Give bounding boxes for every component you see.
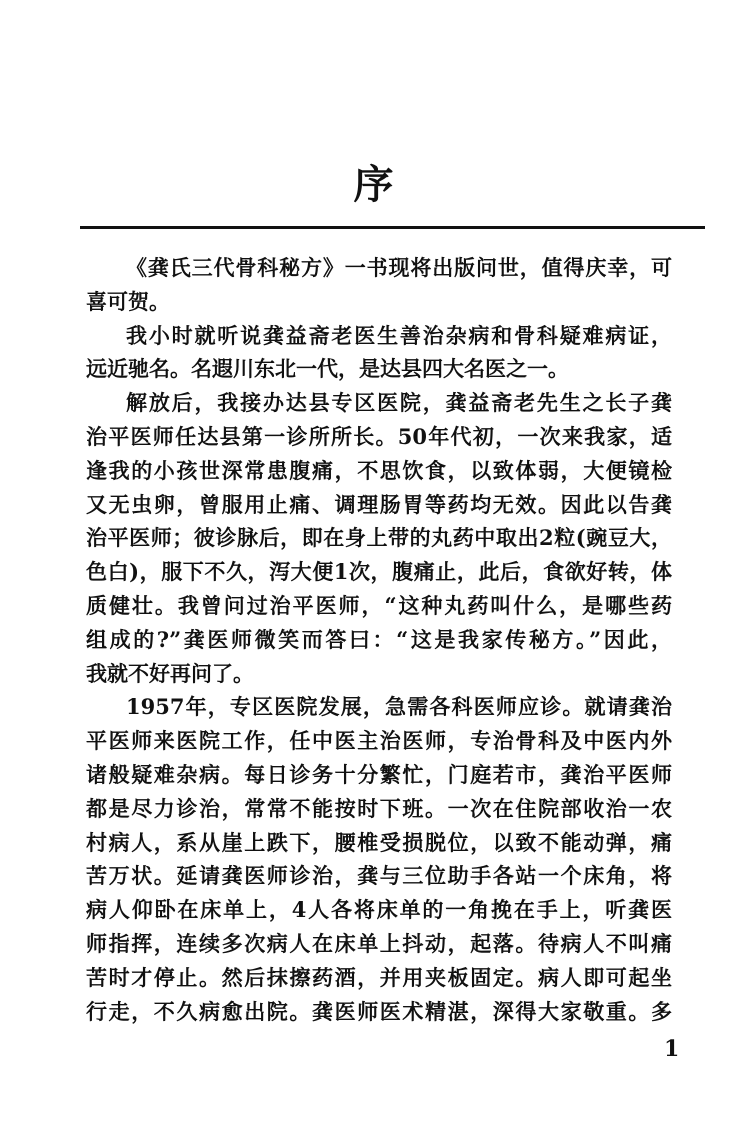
page-title: 序 (353, 161, 394, 208)
text-line: 喜可贺。 (86, 288, 170, 314)
text-line: 村病人，系从崖上跌下，腰椎受损脱位，以致不能动弹，痛 (86, 829, 672, 855)
text-line: 组成的?”龚医师微笑而答曰：“这是我家传秘方。”因此， (86, 626, 672, 652)
text-line: 我小时就听说龚益斋老医生善治杂病和骨科疑难病证， (126, 322, 672, 348)
text-line: 治平医师；彼诊脉后，即在身上带的丸药中取出2粒(豌豆大， (86, 525, 672, 551)
text-line: 行走，不久病愈出院。龚医师医术精湛，深得大家敬重。多 (86, 998, 672, 1024)
text-line: 1957年，专区医院发展，急需各科医师应诊。就请龚治 (126, 694, 672, 720)
text-line: 师指挥，连续多次病人在床单上抖动，起落。待病人不叫痛 (86, 930, 672, 956)
text-line: 逢我的小孩世深常患腹痛，不思饮食，以致体弱，大便镜检 (86, 457, 672, 483)
text-line: 我就不好再问了。 (86, 660, 254, 686)
text-line: 又无虫卵，曾服用止痛、调理肠胃等药均无效。因此以告龚 (86, 491, 672, 517)
page-number: 1 (664, 1036, 680, 1062)
text-line: 苦时才停止。然后抹擦药酒，并用夹板固定。病人即可起坐 (86, 964, 672, 990)
preface-body (86, 251, 672, 1028)
text-line: 远近驰名。名遐川东北一代，是达县四大名医之一。 (86, 356, 569, 382)
text-line: 解放后，我接办达县专区医院，龚益斋老先生之长子龚 (126, 390, 672, 416)
text-line: 质健壮。我曾问过治平医师，“这种丸药叫什么，是哪些药 (86, 592, 672, 618)
text-line: 病人仰卧在床单上，4人各将床单的一角挽在手上，听龚医 (86, 897, 672, 923)
text-line: 诸般疑难杂病。每日诊务十分繁忙，门庭若市，龚治平医师 (86, 761, 672, 787)
text-line: 平医师来医院工作，任中医主治医师，专治骨科及中医内外 (86, 728, 672, 754)
text-line: 都是尽力诊治，常常不能按时下班。一次在住院部收治一农 (86, 795, 672, 821)
text-line: 《龚氏三代骨科秘方》一书现将出版问世，值得庆幸，可 (126, 255, 672, 280)
text-line: 治平医师任达县第一诊所所长。50年代初，一次来我家，适 (86, 423, 672, 449)
text-line: 苦万状。延请龚医师诊治，龚与三位助手各站一个床角，将 (86, 863, 672, 889)
text-line: 色白)，服下不久，泻大便1次，腹痛止，此后，食欲好转，体 (86, 559, 672, 585)
title-divider (80, 226, 705, 229)
